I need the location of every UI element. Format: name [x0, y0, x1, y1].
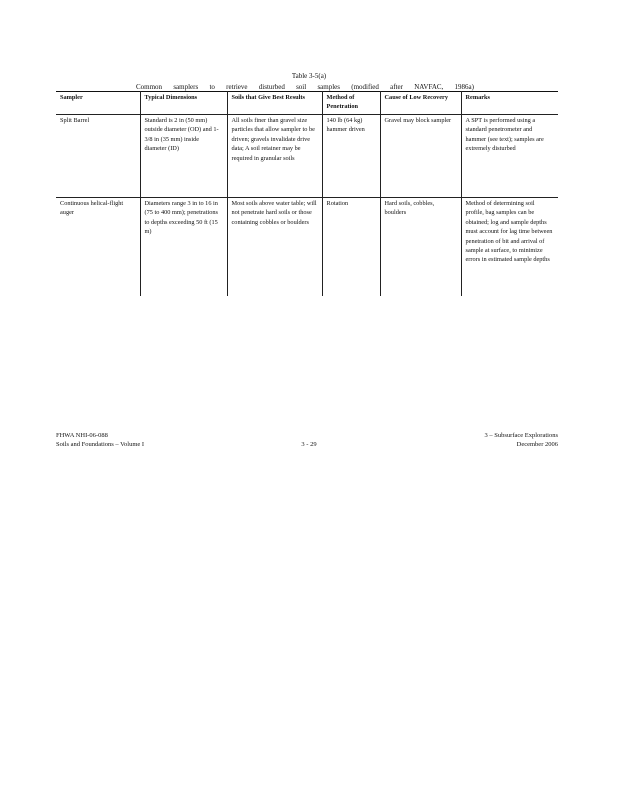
- cell-remarks: Method of determining soil profile, bag samples can be obtained; log and sample depths must account for lag time between penetration of bit and arrival of sample at surface, to minimize errors in estimated sample depths: [461, 198, 558, 297]
- cell-best-soils: All soils finer than gravel size particles that allow sampler to be driven; gravels invalidate drive data; A soil retainer may be required in granular soils: [227, 115, 322, 198]
- column-header-best-soils: Soils that Give Best Results: [227, 92, 322, 115]
- cell-sampler: Continuous helical-flight auger: [56, 198, 140, 297]
- footer-document-title: Soils and Foundations – Volume I: [56, 441, 145, 448]
- footer-right: [485, 431, 558, 449]
- cell-remarks: A SPT is performed using a standard penetrometer and hammer (see text); samples are extremely disturbed: [461, 115, 558, 198]
- column-header-low-recovery-cause: Cause of Low Recovery: [380, 92, 461, 115]
- cell-low-recovery-cause: Hard soils, cobbles, boulders: [380, 198, 461, 297]
- footer-date: December 2006: [516, 441, 558, 448]
- cell-dimensions: Diameters range 3 in to 16 in (75 to 400 mm); penetrations to depths exceeding 50 ft (15 m): [140, 198, 227, 297]
- column-header-remarks: Remarks: [461, 92, 558, 115]
- table-header-row: [56, 92, 558, 115]
- footer-chapter-title: 3 – Subsurface Explorations: [484, 432, 558, 439]
- footer-publication-number: FHWA NHI-06-088: [56, 432, 108, 439]
- cell-dimensions: Standard is 2 in (50 mm) outside diameter (OD) and 1-3/8 in (35 mm) inside diameter (ID): [140, 115, 227, 198]
- cell-sampler: Split Barrel: [56, 115, 140, 198]
- column-header-typical-dimensions: Typical Dimensions: [140, 92, 227, 115]
- table-title: Table 3-5(a): [291, 72, 327, 80]
- cell-penetration-method: Rotation: [322, 198, 380, 297]
- table-caption: Common samplers to retrieve disturbed soil samples (modified after NAVFAC, 1986a): [136, 83, 474, 91]
- table-row: [56, 115, 558, 198]
- page-number: 3 - 29: [301, 441, 317, 448]
- cell-best-soils: Most soils above water table; will not penetrate hard soils or those containing cobbles or boulders: [227, 198, 322, 297]
- column-header-penetration-method: Method of Penetration: [322, 92, 380, 115]
- samplers-table: [56, 91, 558, 296]
- cell-penetration-method: 140 lb (64 kg) hammer driven: [322, 115, 380, 198]
- cell-low-recovery-cause: Gravel may block sampler: [380, 115, 461, 198]
- column-header-sampler: Sampler: [56, 92, 140, 115]
- table-row: [56, 198, 558, 297]
